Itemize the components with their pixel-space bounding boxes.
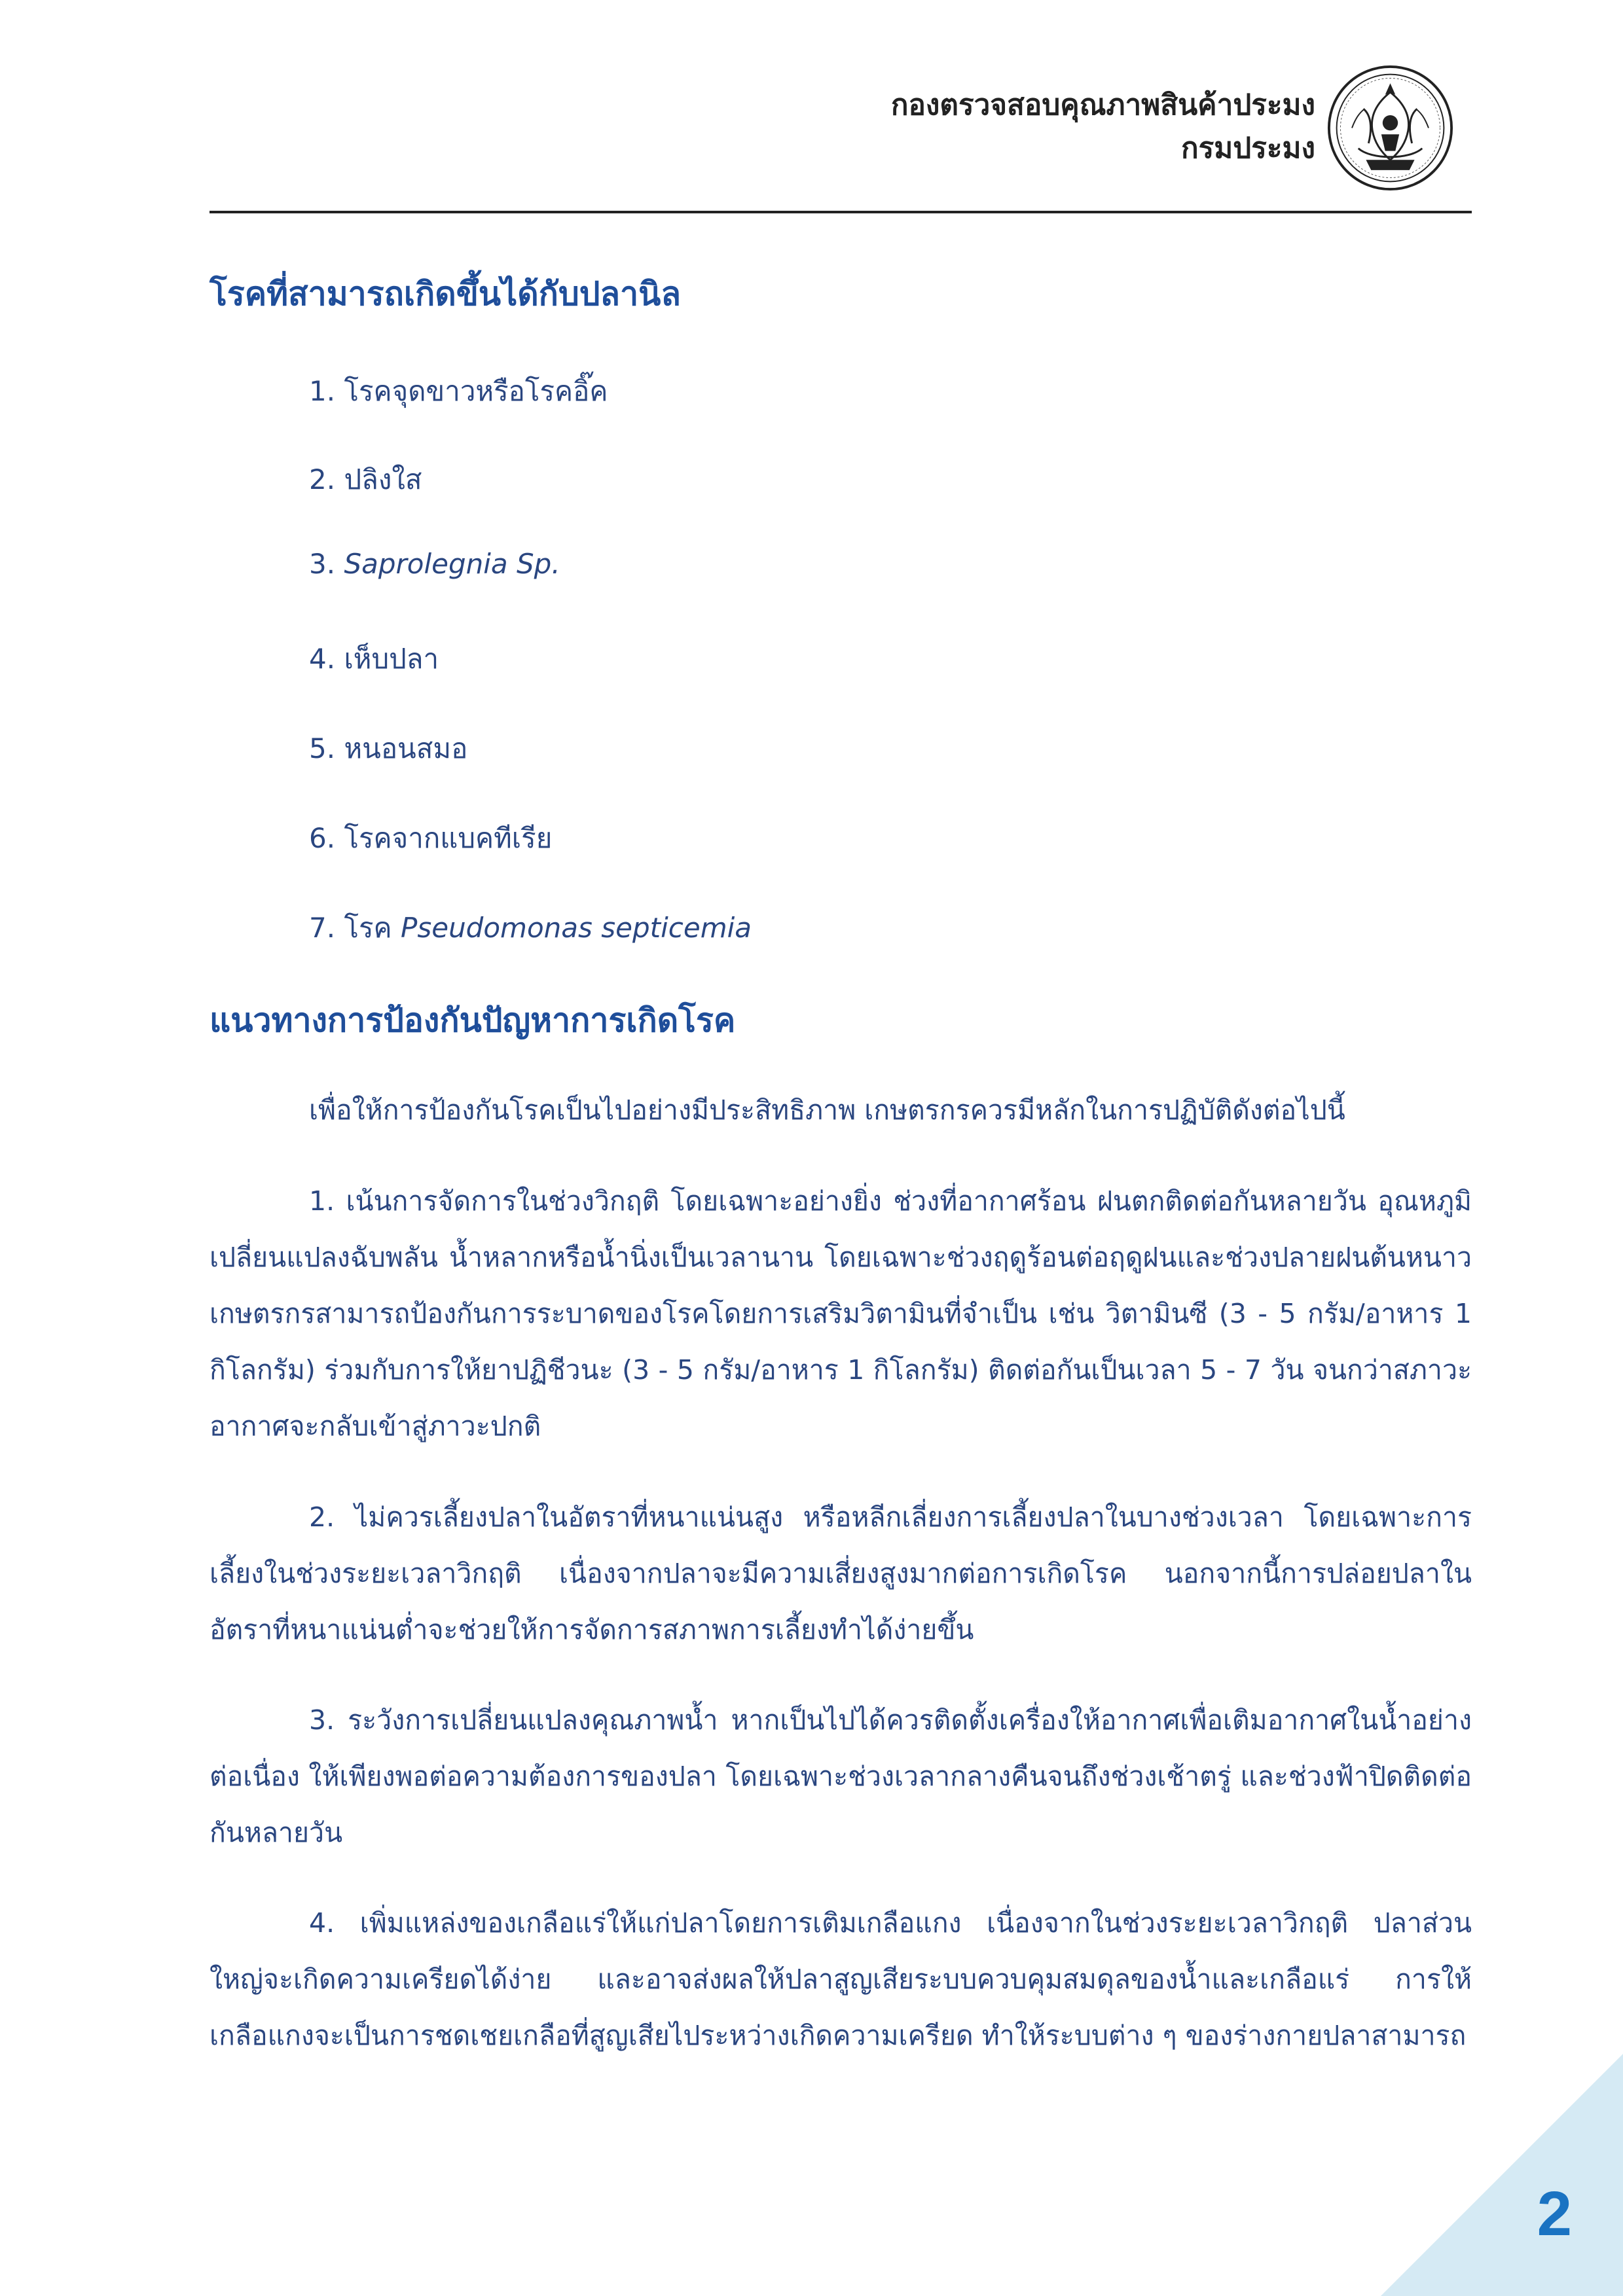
disease-list-item <box>309 458 422 501</box>
header-org-line2: กรมประมง <box>1181 132 1315 165</box>
list-italic-text: Saprolegnia Sp. <box>344 548 560 580</box>
list-number: 3. <box>309 548 336 580</box>
intro-paragraph: เพื่อให้การป้องกันโรคเป็นไปอย่างมีประสิทธิภาพ เกษตรกรควรมีหลักในการปฏิบัติดังต่อไปนี้ <box>309 1094 1345 1126</box>
disease-list-item <box>309 548 560 580</box>
disease-list-item <box>309 727 467 770</box>
department-seal-logo <box>1326 64 1454 192</box>
header-divider <box>210 211 1472 213</box>
list-italic-text: Pseudomonas septicemia <box>401 912 752 944</box>
list-number: 2. <box>309 463 336 495</box>
list-number: 6. <box>309 822 336 854</box>
disease-list-item <box>309 817 552 860</box>
list-text: โรคจุดขาวหรือโรคอิ๊ค <box>344 375 608 407</box>
list-number: 7. <box>309 912 336 944</box>
header-org-line1: กองตรวจสอบคุณภาพสินค้าประมง <box>890 88 1315 122</box>
section-heading-diseases: โรคที่สามารถเกิดขึ้นได้กับปลานิล <box>210 275 681 313</box>
list-text: โรค <box>344 912 392 944</box>
page-number: 2 <box>1537 2179 1572 2249</box>
corner-decoration <box>1381 2054 1623 2296</box>
prevention-paragraph-3: 3. ระวังการเปลี่ยนแปลงคุณภาพน้ำ หากเป็นไปได้ควรติดตั้งเครื่องให้อากาศเพื่อเติมอากาศในน้ำอย่างต่อเนื่อง ให้เพียงพอต่อความต้องการของปลา โดยเฉพาะช่วงเวลากลางคืนจนถึงช่วงเช้าตรู่ และช่วงฟ้าปิดติดต่อกันหลายวัน <box>210 1704 1472 1848</box>
list-text: ปลิงใส <box>344 463 422 495</box>
list-number: 1. <box>309 375 336 407</box>
list-number: 4. <box>309 643 336 675</box>
list-text: หนอนสมอ <box>344 732 468 764</box>
disease-list-item <box>309 370 608 413</box>
department-name <box>891 84 1315 170</box>
list-text: เห็บปลา <box>344 643 439 675</box>
prevention-paragraph-1: 1. เน้นการจัดการในช่วงวิกฤติ โดยเฉพาะอย่างยิ่ง ช่วงที่อากาศร้อน ฝนตกติดต่อกันหลายวัน อุณหภูมิเปลี่ยนแปลงฉับพลัน น้ำหลากหรือน้ำนิ่งเป็นเวลานาน โดยเฉพาะช่วงฤดูร้อนต่อฤดูฝนและช่วงปลายฝนต้นหนาว เกษตรกรสามารถป้องกันการระบาดของโรคโดยการเสริมวิตามินที่จำเป็น เช่น วิตามินซี (3 - 5 กรัม/อาหาร 1 กิโลกรัม) ร่วมกับการให้ยาปฏิชีวนะ (3 - 5 กรัม/อาหาร 1 กิโลกรัม) ติดต่อกันเป็นเวลา 5 - 7 วัน จนกว่าสภาวะอากาศจะกลับเข้าสู่ภาวะปกติ <box>210 1185 1472 1442</box>
prevention-paragraph-2: 2. ไม่ควรเลี้ยงปลาในอัตราที่หนาแน่นสูง หรือหลีกเลี่ยงการเลี้ยงปลาในบางช่วงเวลา โดยเฉพาะการเลี้ยงในช่วงระยะเวลาวิกฤติ เนื่องจากปลาจะมีความเสี่ยงสูงมากต่อการเกิดโรค นอกจากนี้การปล่อยปลาในอัตราที่หนาแน่นต่ำจะช่วยให้การจัดการสภาพการเลี้ยงทำได้ง่ายขึ้น <box>210 1501 1472 1645</box>
disease-list-item <box>309 906 752 950</box>
list-text: โรคจากแบคทีเรีย <box>344 822 553 854</box>
section-heading-prevention: แนวทางการป้องกันปัญหาการเกิดโรค <box>210 1001 736 1039</box>
prevention-paragraph-4: 4. เพิ่มแหล่งของเกลือแร่ให้แก่ปลาโดยการเติมเกลือแกง เนื่องจากในช่วงระยะเวลาวิกฤติ ปลาส่วนใหญ่จะเกิดความเครียดได้ง่าย และอาจส่งผลให้ปลาสูญเสียระบบควบคุมสมดุลของน้ำและเกลือแร่ การให้เกลือแกงจะเป็นการชดเชยเกลือที่สูญเสียไประหว่างเกิดความเครียด ทำให้ระบบต่าง ๆ ของร่างกายปลาสามารถ <box>210 1907 1472 2051</box>
list-number: 5. <box>309 732 336 764</box>
disease-list-item <box>309 637 439 681</box>
